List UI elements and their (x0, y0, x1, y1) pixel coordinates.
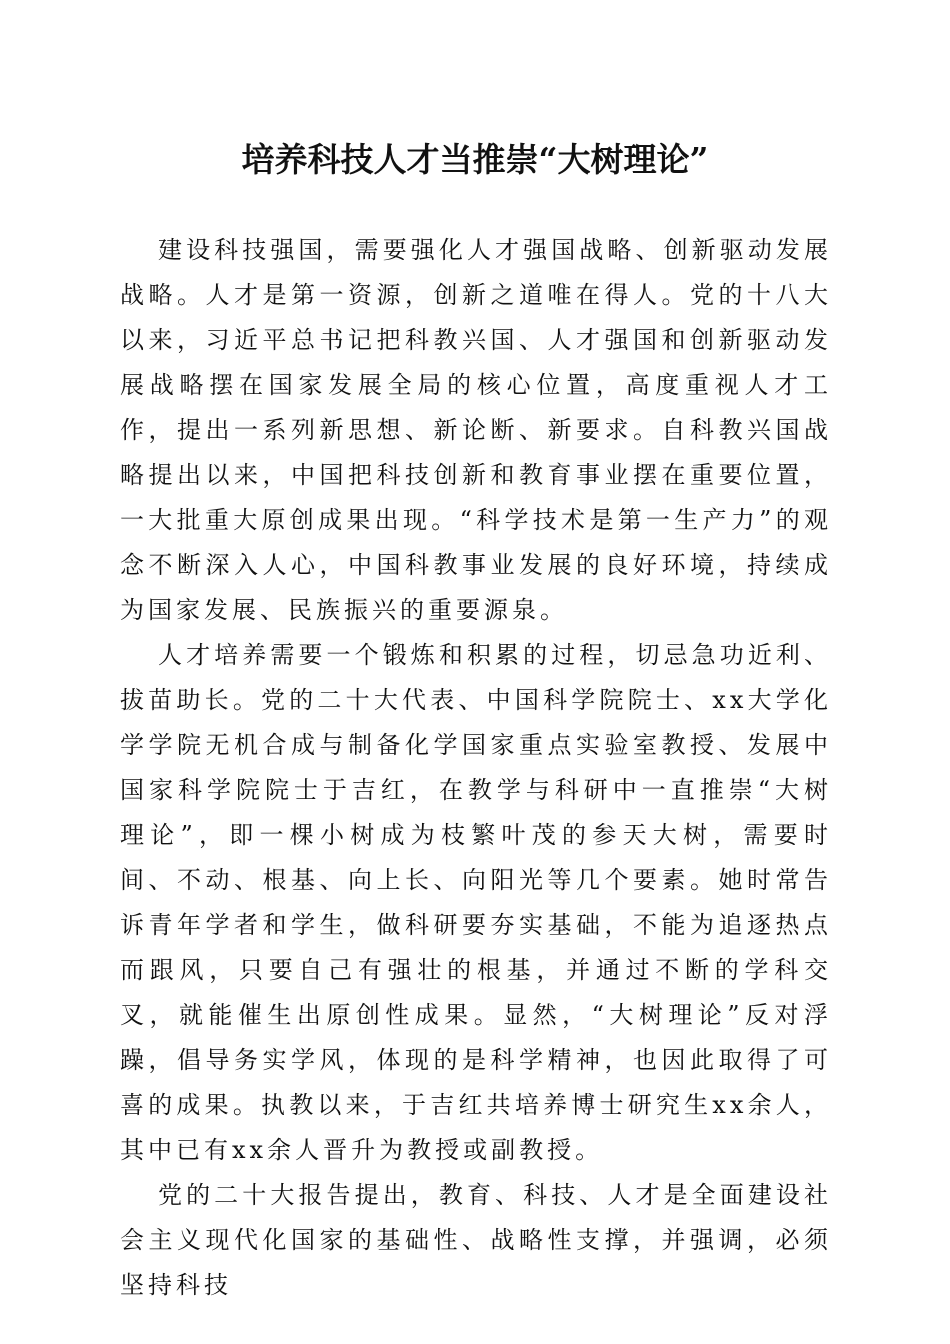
document-title: 培养科技人才当推崇“大树理论” (241, 140, 709, 179)
paragraph-3: 党的二十大报告提出，教育、科技、人才是全面建设社会主义现代化国家的基础性、战略性支撑，并强调，必须坚持科技 (120, 1181, 832, 1299)
paragraph-2: 人才培养需要一个锻炼和积累的过程，切忌急功近利、拔苗助长。党的二十大代表、中国科学院院士、xx大学化学学院无机合成与制备化学国家重点实验室教授、发展中国家科学院院士于吉红，在教学与科研中一直推崇“大树理论”，即一棵小树成为枝繁叶茂的参天大树，需要时间、不动、根基、向上长、向阳光等几个要素。她时常告诉青年学者和学生，做科研要夯实基础，不能为追逐热点而跟风，只要自己有强壮的根基，并通过不断的学科交叉，就能催生出原创性成果。显然，“大树理论”反对浮躁，倡导务实学风，体现的是科学精神，也因此取得了可喜的成果。执教以来，于吉红共培养博士研究生xx余人，其中已有xx余人晋升为教授或副教授。 (120, 641, 832, 1164)
paragraph-1: 建设科技强国，需要强化人才强国战略、创新驱动发展战略。人才是第一资源，创新之道唯在得人。党的十八大以来，习近平总书记把科教兴国、人才强国和创新驱动发展战略摆在国家发展全局的核心位置，高度重视人才工作，提出一系列新思想、新论断、新要求。自科教兴国战略提出以来，中国把科技创新和教育事业摆在重要位置，一大批重大原创成果出现。“科学技术是第一生产力”的观念不断深入人心，中国科教事业发展的良好环境，持续成为国家发展、民族振兴的重要源泉。 (120, 236, 832, 624)
document-body (120, 228, 832, 1308)
